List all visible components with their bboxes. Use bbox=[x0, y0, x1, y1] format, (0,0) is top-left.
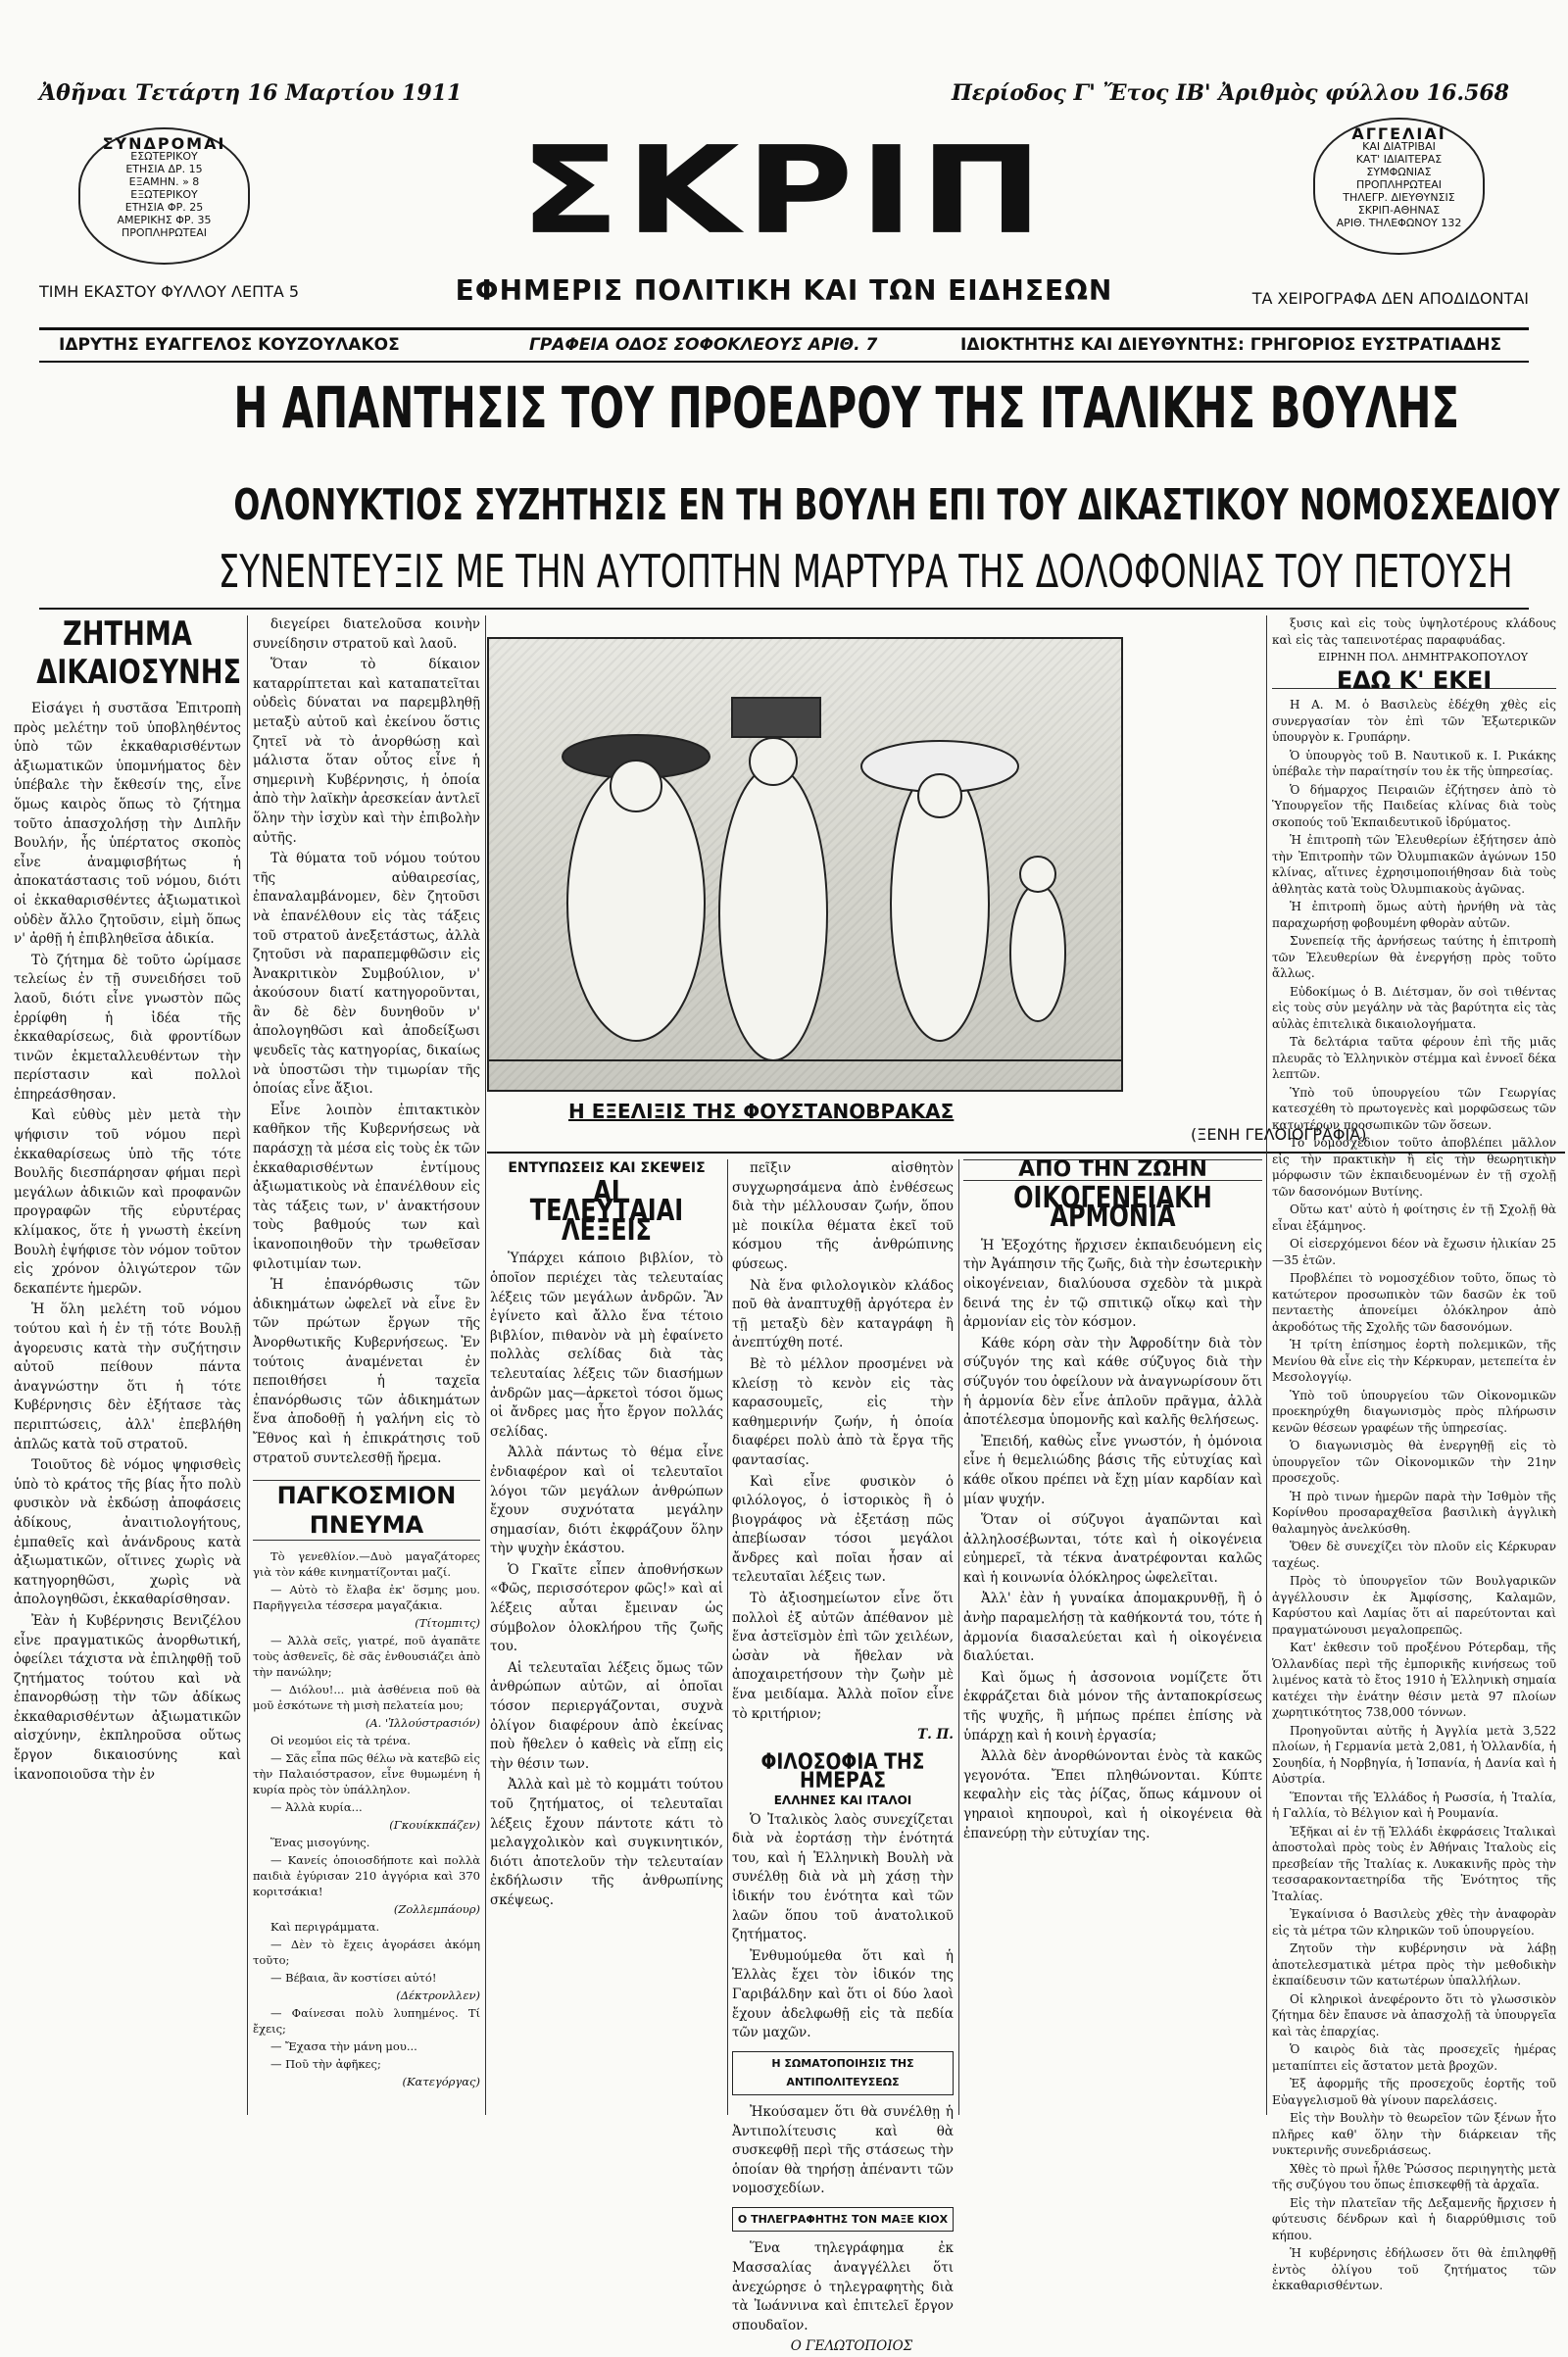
news-item: Ἡ ἐπιτροπὴ τῶν Ἐλευθερίων ἐξήτησεν ἀπὸ τὴν Ἐπιτροπὴν τῶν Ὀλυμπιακῶν ἀγώνων 150 κλίνας, αἵτινες ἐχρησιμοποιήθησαν διὰ τοὺς ἀθλητὰς κατὰ τοὺς Ὀλυμπιακοὺς ἀγῶνας. bbox=[1272, 833, 1556, 896]
paragraph: Ὅταν οἱ σύζυγοι ἀγαπῶνται καὶ ἀλληλοσέβωνται, τότε καὶ ἡ οἰκογένεια εὐημερεῖ, τὰ τέκνα ἀνατρέφονται καλῶς καὶ ἡ κοινωνία ὁλόκληρος ὠφελεῖται. bbox=[963, 1512, 1262, 1586]
paragraph: διεγείρει διατελοῦσα κοινὴν συνείδησιν στρατοῦ καὶ λαοῦ. bbox=[253, 616, 480, 652]
medallion-line: ΕΞΩΤΕΡΙΚΟΥ bbox=[130, 188, 198, 201]
owner: ΙΔΙΟΚΤΗΤΗΣ ΚΑΙ ΔΙΕΥΘΥΝΤΗΣ: ΓΡΗΓΟΡΙΟΣ ΕΥΣΤΡΑΤΙΑΔΗΣ bbox=[960, 335, 1502, 355]
cartoon-caption: Η ΕΞΕΛΙΞΙΣ ΤΗΣ ΦΟΥΣΤΑΝΟΒΡΑΚΑΣ bbox=[568, 1100, 955, 1123]
news-item: Ζητοῦν τὴν κυβέρνησιν νὰ λάβῃ ἀποτελεσματικὰ μέτρα πρὸς τὴν μεθοδικὴν ἐκπαίδευσιν τῶν κατωτέρων ὑπαλλήλων. bbox=[1272, 1941, 1556, 1988]
medallion-line: ΚΑΙ ΔΙΑΤΡΙΒΑΙ bbox=[1362, 140, 1436, 153]
news-item: Προηγοῦνται αὐτῆς ἡ Ἀγγλία μετὰ 3,522 πλοίων, ἡ Γερμανία μετὰ 2,081, ἡ Ὁλλανδία, ἡ Σουηδία, ἡ Νορβηγία, ἡ Ἱσπανία, ἡ Δανία καὶ ἡ Αὐστρία. bbox=[1272, 1723, 1556, 1786]
medallion-line: ΚΑΤ' ΙΔΙΑΙΤΕΡΑΣ bbox=[1355, 153, 1443, 166]
medallion-line: ΕΤΗΣΙΑ ΔΡ. 15 bbox=[125, 163, 203, 175]
news-item: Χθὲς τὸ πρωὶ ἦλθε Ῥώσσος περιηγητὴς μετὰ τῆς συζύγου του ὅπως ἐπισκεφθῇ τὰ ἀρχαῖα. bbox=[1272, 2161, 1556, 2191]
subscription-medallion bbox=[78, 127, 250, 265]
manuscripts-note: ΤΑ ΧΕΙΡΟΓΡΑΦΑ ΔΕΝ ΑΠΟΔΙΔΟΝΤΑΙ bbox=[1251, 289, 1529, 308]
joke-line: Ἕνας μισογύνης. bbox=[270, 1836, 370, 1850]
paragraph: Ἀλλὰ πάντως τὸ θέμα εἶνε ἐνδιαφέρον καὶ οἱ τελευταῖοι λόγοι τῶν μεγάλων ἀνθρώπων ἔχουν συχνότατα μεγάλην σημασίαν, διότι ἐκφράζουν ὅλην τὴν ψυχὴν ἑκάστου. bbox=[490, 1445, 723, 1557]
news-item: Ἡ κυβέρνησις ἐδήλωσεν ὅτι θὰ ἐπιληφθῇ ἐντὸς ὀλίγου τοῦ ζητήματος τῶν ἐκκαθαρισθέντων. bbox=[1272, 2246, 1556, 2292]
paragraph: Ἐνθυμούμεθα ὅτι καὶ ἡ Ἑλλὰς ἔχει τὸν ἰδικόν της Γαριβάλδην καὶ ὅτι οἱ δύο λαοὶ ἔχουν ἀδελφωθῇ εἰς τὰ πεδία τῶν μαχῶν. bbox=[732, 1947, 954, 2041]
section-title: ΑΠΟ ΤΗΝ ΖΩΗΝ bbox=[963, 1159, 1262, 1181]
joke-source: (Τίτομπιτς) bbox=[415, 1616, 480, 1631]
cartoon-illustration bbox=[487, 637, 1123, 1092]
medallion-line: ΕΞΑΜΗΝ. » 8 bbox=[128, 175, 200, 188]
paragraph: Ἡ ἐπανόρθωσις τῶν ἀδικημάτων ὠφελεῖ νὰ εἶνε ἓν τῶν πρώτων ἔργων τῆς Ἀνορθωτικῆς Κυβερνήσεως. Ἐν τούτοις ἀναμένεται ἐν πεποιθήσει ἡ ταχεῖα ἐπανόρθωσις τῶν ἀδικημάτων ἕνα ἀποδοθῇ ἡ γαλήνη εἰς τὸ Ἔθνος καὶ ἡ ἐπικράτησις τοῦ στρατοῦ συντελεσθῇ ἤρεμα. bbox=[253, 1277, 480, 1466]
third-headline: ΣΥΝΕΝΤΕΥΞΙΣ ΜΕ ΤΗΝ ΑΥΤΟΠΤΗΝ ΜΑΡΤΥΡΑ ΤΗΣ ΔΟΛΟΦΟΝΙΑΣ ΤΟΥ ΠΕΤΟΥΣΗ bbox=[218, 545, 1513, 598]
paragraph: πεῖξιν αἰσθητὸν συγχωρησάμενα ἀπὸ ἐνθέσεως διὰ τὴν μέλλουσαν ζωήν, ὅπου μὲ ποικίλα θέματα ἐκεῖ τοῦ κόσμου τῆς ἀνθρώπινης φύσεως. bbox=[732, 1160, 954, 1272]
news-item: Τὸ νομοσχέδιον τοῦτο ἀποβλέπει μᾶλλον εἰς τὴν πρακτικὴν ἢ εἰς τὴν θεωρητικὴν μόρφωσιν τῶν ἐκπαιδευομένων ἐν τῇ σχολῇ τῶν δασονόμων Βυτίνης. bbox=[1272, 1136, 1556, 1199]
masthead bbox=[39, 108, 1529, 323]
paragraph: Ὑπάρχει κάποιο βιβλίον, τὸ ὁποῖον περιέχει τὰς τελευταίας λέξεις τῶν μεγάλων ἀνδρῶν. Ἂν ἐγίνετο καὶ ἄλλο ἕνα τέτοιο βιβλίον, πιθανὸν νὰ μὴ ἐφαίνετο πολλὰς σελίδας διὰ τὰς τελευταίας λέξεις τῶν διασήμων ἀνδρῶν μας—ἀρκετοὶ τόσοι ὅμως οἱ ἄνδρες μας ἦτο ἔργον πολλάς σελίδας. bbox=[490, 1251, 723, 1440]
signature: Ο ΓΕΛΩΤΟΠΟΙΟΣ bbox=[790, 2338, 913, 2355]
news-item: Ὁ ὑπουργὸς τοῦ Β. Ναυτικοῦ κ. Ι. Ρικάκης ὑπέβαλε τὴν παραίτησίν του ἐκ τῆς ὑπηρεσίας. bbox=[1272, 748, 1556, 778]
news-item: Οὕτω κατ' αὐτὸ ἡ φοίτησις ἐν τῇ Σχολῇ θὰ εἶναι ἐξάμηνος. bbox=[1272, 1203, 1556, 1233]
divider bbox=[39, 608, 1529, 610]
news-item: Ἡ ἐπιτροπὴ ὅμως αὐτὴ ἠρνήθη νὰ τὰς παραχωρήσῃ φοβουμένη φθορὰν αὐτῶν. bbox=[1272, 900, 1556, 930]
joke-line: — Ποῦ τὴν ἀφῆκες; bbox=[270, 2057, 381, 2072]
medallion-title: ΣΥΝΔΡΟΜΑΙ bbox=[102, 134, 226, 153]
office-address: ΓΡΑΦΕΙΑ ΟΔΟΣ ΣΟΦΟΚΛΕΟΥΣ ΑΡΙΘ. 7 bbox=[529, 335, 878, 355]
medallion-line: ΣΚΡΙΠ-ΑΘΗΝΑΣ bbox=[1357, 204, 1441, 217]
news-item: Τὰ δελτάρια ταῦτα φέρουν ἐπὶ τῆς μιᾶς πλευρᾶς τὸ Ἑλληνικὸν στέμμα καὶ ἐννοεῖ δέκα λεπτῶν. bbox=[1272, 1035, 1556, 1081]
news-item: Οἱ εἰσερχόμενοι δέον νὰ ἔχωσιν ἡλικίαν 25—35 ἐτῶν. bbox=[1272, 1237, 1556, 1267]
article-continued bbox=[253, 615, 480, 2115]
article-continued bbox=[732, 1159, 954, 2355]
medallion-line: ΑΜΕΡΙΚΗΣ ΦΡ. 35 bbox=[117, 214, 212, 226]
news-item: Ἐξ ἀφορμῆς τῆς προσεχοῦς ἑορτῆς τοῦ Εὐαγγελισμοῦ θὰ γίνουν παρελάσεις. bbox=[1272, 2077, 1556, 2107]
box-heading: Η ΣΩΜΑΤΟΠΟΙΗΣΙΣ ΤΗΣ ΑΝΤΙΠΟΛΙΤΕΥΣΕΩΣ bbox=[732, 2051, 954, 2095]
paragraph: Ἕνα τηλεγράφημα ἐκ Μασσαλίας ἀναγγέλλει ὅτι ἀνεχώρησε ὁ τηλεγραφητὴς διὰ τὰ Ἰωάννινα καὶ ἐπιτελεῖ ἔργον σπουδαῖον. bbox=[732, 2240, 954, 2333]
news-item: Ὑπὸ τοῦ ὑπουργείου τῶν Οἰκονομικῶν προεκηρύχθη διαγωνισμὸς πρὸς πλήρωσιν κενῶν θέσεων γραφέων τῆς ὑπηρεσίας. bbox=[1272, 1388, 1556, 1435]
paragraph: Ἠκούσαμεν ὅτι θὰ συνέλθῃ ἡ Ἀντιπολίτευσις καὶ θὰ συσκεφθῇ περὶ τῆς στάσεως τὴν ὁποίαν θὰ τηρήσῃ ἀπέναντι τῶν νομοσχεδίων. bbox=[732, 2103, 954, 2197]
joke-line: Τὸ γενεθλίον.—Δυὸ μαγαζάτορες γιὰ τὸν κάθε κινηματίζονται μαζί. bbox=[253, 1549, 480, 1580]
joke-source: (Α. 'Ἱλλούστρασιόν) bbox=[365, 1716, 480, 1731]
medallion-line: ΑΡΙΘ. ΤΗΛΕΦΩΝΟΥ 132 bbox=[1336, 217, 1462, 229]
paragraph: Καὶ εὐθὺς μὲν μετὰ τὴν ψήφισιν τοῦ νόμου περὶ ἐκκαθαρίσεως ὑπὸ τῆς τότε Βουλῆς διεσπάρησαν φήμαι περὶ μεγάλων ἀδικιῶν καὶ προφανῶν προγραφῶν τῆς εὐρυτέρας κλίμακος, ὅτε ἡ γνωστὴ ἐκείνη Βουλὴ ἐψήφισε τὸν νόμον τοῦτον εἰς χρόνον ὀλιγώτερον τῶν δεκαπέντε ἡμερῶν. bbox=[14, 1107, 241, 1297]
news-item: Ὁ δήμαρχος Πειραιῶν ἐζήτησεν ἀπὸ τὸ Ὑπουργεῖον τῆς Παιδείας κλίνας διὰ τοὺς σκοπούς τοῦ Ἐκπαιδευτικοῦ ἰδρύματος. bbox=[1272, 782, 1556, 829]
column-rule bbox=[1266, 615, 1267, 2115]
column-rule bbox=[247, 615, 248, 2115]
paragraph: Ἐπειδή, καθὼς εἶνε γνωστόν, ἡ ὁμόνοια εἶνε ἡ θεμελιώδης βάσις τῆς εὐτυχίας καὶ κάθε οἴκου πρέπει νὰ ἔχῃ μίαν καρδίαν καὶ μίαν ψυχήν. bbox=[963, 1433, 1262, 1507]
news-item: Εἰς τὴν Βουλὴν τὸ θεωρεῖον τῶν ξένων ἦτο πλῆρες καθ' ὅλην τὴν διάρκειαν τῆς νυκτερινῆς συνεδριάσεως. bbox=[1272, 2111, 1556, 2157]
section-title: ΕΔΩ Κ' ΕΚΕΙ bbox=[1272, 672, 1556, 690]
medallion-line: ΠΡΟΠΛΗΡΩΤΕΑΙ bbox=[1355, 178, 1443, 191]
joke-line: — Βέβαια, ἂν κοστίσει αὐτό! bbox=[270, 1971, 437, 1986]
dateline bbox=[39, 80, 1529, 106]
dateline-left: Ἀθῆναι Τετάρτη 16 Μαρτίου 1911 bbox=[39, 80, 463, 106]
joke-source: (Δέκτρονλλεν) bbox=[396, 1989, 480, 2003]
column-rule bbox=[958, 1159, 959, 2115]
news-item: Προβλέπει τὸ νομοσχέδιον τοῦτο, ὅπως τὸ κατώτερον προσωπικὸν τῶν δασῶν ἐκ τοῦ πενταετὴς ἀπονείμει ὁλόκληρον ἀπὸ ἀκροδότως τῆς Σχολῆς τῶν δασονόμων. bbox=[1272, 1271, 1556, 1334]
section-kicker: ΕΛΛΗΝΕΣ ΚΑΙ ΙΤΑΛΟΙ bbox=[773, 1793, 912, 1807]
paragraph: Ἀλλὰ καὶ μὲ τὸ κομμάτι τούτου τοῦ ζητήματος, οἱ τελευταῖαι λέξεις ἔχουν πάντοτε κάτι τὸ μελαγχολικὸν καὶ συγκινητικόν, διότι ἀποτελοῦν τὴν τελευταίαν ἐκδήλωσιν τῆς ἀνθρωπίνης σκέψεως. bbox=[490, 1777, 723, 1908]
paragraph: Βὲ τὸ μέλλον προσμένει νὰ κλείσῃ τὸ κενὸν εἰς τὰς καρασουμεῖς, εἰς τὴν καθημερινήν ζωήν, ἡ ὁποία διαφέρει πολὺ ἀπὸ τὰ ἔργα τῆς φαντασίας. bbox=[732, 1355, 954, 1468]
paragraph: Εἰσάγει ἡ συστᾶσα Ἐπιτροπὴ πρὸς μελέτην τοῦ ὑποβληθέντος ὑπὸ τῶν ἐκκαθαρισθέντων ἀξιωματικῶν ὑπομνήματος δὲν ὑπέβαλε τὴν ἔκθεσίν της, εἶνε ὅμως καιρὸς ὅπως τὸ ζήτημα τοῦτο ἀπασχολήσῃ τὴν Διπλῆν Βουλήν, ἧς ὑπέρτατος σκοπὸς εἶνε ἀναμφισβήτως ἡ ἀποκατάστασις τοῦ νόμου, διότι οἱ ἐκκαθαρισθέντες ἀξιωματικοὶ οὐδὲν ἄλλο ζητοῦσιν, εἰμὴ ὅπως ν' ἀρθῇ ἡ ἐπιβληθεῖσα ἀδικία. bbox=[14, 701, 241, 948]
newspaper-logo: ΣΚΡΙΠ bbox=[519, 121, 1049, 262]
paragraph: Τὸ ἀξιοσημείωτον εἶνε ὅτι πολλοὶ ἐξ αὐτῶν ἀπέθανον μὲ ἕνα ἀστεϊσμὸν ἐπὶ τῶν χειλέων, ὡσὰν νὰ ἤθελαν νὰ ἀποχαιρετήσουν τὴν ζωὴν μὲ ἕνα μειδίαμα. Ἀλλὰ ποῖον εἶνε τὸ κριτήριον; bbox=[732, 1591, 954, 1722]
news-item: Πρὸς τὸ ὑπουργεῖον τῶν Βουλγαρικῶν ἀγγέλλουσιν ἐκ Ἀμφίσσης, Καλαμῶν, Καρύστου καὶ Λαμίας ὅτι αἱ παρεύτονται καὶ πραγματώνουσι μεγαλοπρεπῶς. bbox=[1272, 1574, 1556, 1637]
signature: Τ. Π. bbox=[917, 1727, 954, 1743]
news-item: Ἡ πρὸ τινων ἡμερῶν παρὰ τὴν Ἰσθμὸν τῆς Κορίνθου προσαραχθεῖσα βασιλικὴ ἀγγλικὴ θαλαμηγὸς ἀνελκύσθη. bbox=[1272, 1489, 1556, 1536]
news-item: Ὁ διαγωνισμὸς θὰ ἐνεργηθῇ εἰς τὸ ὑπουργεῖον τῶν Οἰκονομικῶν τὴν 21ην προσεχοῦς. bbox=[1272, 1439, 1556, 1485]
joke-source: (Κατεγόργας) bbox=[402, 2075, 480, 2089]
article-title: ΟΙΚΟΓΕΝΕΙΑΚΗ ΑΡΜΟΝΙΑ bbox=[1013, 1180, 1212, 1235]
joke-line: — Κανείς ὁποιοσδήποτε καὶ πολλὰ παιδιὰ ἐγύρισαν 210 ἀγγόρια καὶ 370 κοριτσάκια! bbox=[253, 1853, 480, 1899]
news-item: Οἱ κληρικοὶ ἀνεφέροντο ὅτι τὸ γλωσσικὸν ζήτημα δὲν ἔπαυσε νὰ ἀπασχολῇ τὰ ὑπουργεῖα καὶ τὰς ἐπαρχίας. bbox=[1272, 1991, 1556, 2038]
paragraph: Ἀλλ' ἐὰν ἡ γυναίκα ἀπομακρυνθῇ, ἢ ὁ ἀνὴρ παραμελήσῃ τὰ καθήκοντά του, τότε ἡ ἀρμονία διασαλεύεται καὶ ἡ οἰκογένεια διαλύεται. bbox=[963, 1591, 1262, 1665]
joke-line: — Αὐτὸ τὸ ἔλαβα ἐκ' ὅσμης μου. Παρῆγγειλα τέσσερα μαγαζάκια. bbox=[253, 1583, 480, 1613]
article-justice bbox=[14, 615, 241, 2115]
paragraph: Ἡ ὅλη μελέτη τοῦ νόμου τούτου καὶ ἡ ἐν τῇ τότε Βουλῇ ἀγορευσις κατὰ τὴν συζήτησιν αὐτοῦ πείθουν πάντα ἀναγνώστην ὅτι ἡ τότε Κυβέρνησις δὲν ἐξήτασε τὰς περιπτώσεις, ἀλλ' ἐπεβλήθη ἀπλῶς κατὰ τοῦ στρατοῦ. bbox=[14, 1301, 241, 1452]
divider bbox=[39, 327, 1529, 330]
joke-line: — Φαίνεσαι πολὺ λυπημένος. Τί ἔχεις; bbox=[253, 2006, 480, 2037]
paragraph: Τὰ θύματα τοῦ νόμου τούτου τῆς αὐθαιρεσίας, ἐπαναλαμβάνομεν, δὲν ζητοῦσι νὰ ἐπανέλθουν εἰς τὰς τάξεις τοῦ στρατοῦ ἀνεξετάστως, ἀλλὰ ζητοῦσι νὰ παραπεμφθῶσιν εἰς Ἀνακριτικὸν Συμβούλιον, ν' ἀκούσουν διατί κατηγοροῦνται, ἂν δὲ δὲν δυνηθοῦν ν' ἀπολογηθῶσι καὶ ἀποδείξωσι ψευδεῖς τὰς κατηγορίας, δικαίως νὰ ὑποστῶσι τὴν τιμωρίαν τῆς ὁποίας εἶνε ἄξιοι. bbox=[253, 851, 480, 1098]
column-rule bbox=[727, 1159, 728, 2115]
joke-line: Οἱ νεομύοι εἰς τὰ τρένα. bbox=[270, 1734, 411, 1748]
joke-line: — Ἀλλὰ σεῖς, γιατρέ, ποῦ ἀγαπᾶτε τοὺς ἀσθενεῖς, δὲ σᾶς ἐνθουσιάζει ἀπὸ τὴν πανώλην; bbox=[253, 1634, 480, 1680]
cartoon-drawing bbox=[489, 639, 1121, 1090]
paragraph: Εἶνε λοιπὸν ἐπιτακτικὸν καθῆκον τῆς Κυβερνήσεως νὰ παράσχῃ τὰ μέσα εἰς τοὺς ἐκ τῶν ἐκκαθαρισθέντων ἐντίμους ἀξιωματικοὺς νὰ ἐπανέλθουν εἰς τὰς τάξεις των, ν' ἀνακτήσουν τοὺς βαθμούς των καὶ ἱκανοποιηθοῦν τὴν τρωθεῖσαν φιλοτιμίαν των. bbox=[253, 1102, 480, 1272]
paragraph: Νὰ ἕνα φιλολογικὸν κλάδος ποῦ θὰ ἀναπτυχθῇ ἀργότερα ἐν τῇ μεταξὺ δὲν καταγράφη ἢ ἀνεπτύχθη ποτέ. bbox=[732, 1277, 954, 1351]
paragraph: Τοιοῦτος δὲ νόμος ψηφισθεὶς ὑπὸ τὸ κράτος τῆς βίας ἦτο πολὺ φυσικὸν νὰ ἐκδώσῃ ἀποφάσεις ἀδίκους, ἀναιτιολογήτους, ἐμπαθεῖς καὶ ἀνάνδρους κατὰ ἀξιωματικῶν, οἵτινες χωρὶς νὰ κατηγορηθῶσι, χωρὶς νὰ ἀπολογηθῶσι, ἐκκαθαρίσθησαν. bbox=[14, 1457, 241, 1608]
section-title: ΦΙΛΟΣΟΦΙΑ ΤΗΣ ΗΜΕΡΑΣ bbox=[760, 1749, 925, 1794]
joke-line: — Ἔχασα τὴν μάνη μου... bbox=[270, 2039, 417, 2054]
news-item: Ὑπὸ τοῦ ὑπουργείου τῶν Γεωργίας κατεσχέθη τὸ πρωτογενὲς καὶ μορφῶσεως τῶν κατωτέρων προσωπικῶν τῶν ὅσεων. bbox=[1272, 1085, 1556, 1132]
paragraph: Ἀλλὰ δὲν ἀνορθώνονται ἑνὸς τὰ κακῶς γεγονότα. Ἔπει πληθώνονται. Κύπτε κεφαλὴν εἰς τὰς ῥίζας, ὅπως κάμνουν οἱ γηραιοὶ κηπουροὶ, καὶ ἡ οἰκογένεια θὰ ἐπανεύρῃ τὴν εὐτυχίαν της. bbox=[963, 1748, 1262, 1841]
news-item: Ἐγκαίνισα ὁ Βασιλεὺς χθὲς τὴν ἀναφορὰν εἰς τὰ μέτρα τῶν κληρικῶν τοῦ ὑπουργείου. bbox=[1272, 1907, 1556, 1938]
article-title: ΑΙ ΤΕΛΕΥΤΑΙΑΙ ΛΕΞΕΙΣ bbox=[529, 1174, 684, 1248]
ads-medallion bbox=[1313, 118, 1485, 255]
medallion-line: ΤΗΛΕΓΡ. ΔΙΕΥΘΥΝΣΙΣ bbox=[1343, 191, 1455, 204]
news-item: Ἕπονται τῆς Ἑλλάδος ἡ Ρωσσία, ἡ Ἰταλία, ἡ Γαλλία, τὸ Βέλγιον καὶ ἡ Ρουμανία. bbox=[1272, 1790, 1556, 1820]
joke-line: — Σᾶς εἶπα πῶς θέλω νὰ κατεβῶ εἰς τὴν Παλαιόστρασον, εἶνε θυμωμένη ἡ κυρία πρὸς τὸν ὑπάλληλον. bbox=[253, 1751, 480, 1797]
paragraph: Καὶ ὅμως ἡ ἀσσονοια νομίζετε ὅτι ἐκφράζεται διὰ μόνον τῆς ἀνταποκρίσεως τῆς ψυχῆς, ἢ μήπως πρέπει ἐπίσης νὰ ὑπάρχῃ καὶ ἡ κοινὴ ἐργασία; bbox=[963, 1669, 1262, 1743]
joke-line: Καὶ περιγράμματα. bbox=[270, 1920, 380, 1935]
paragraph: Καὶ εἶνε φυσικὸν ὁ φιλόλογος, ὁ ἱστορικὸς ἢ ὁ βιογράφος νὰ ἐξετάσῃ πῶς ἀπεβίωσαν τόσοι μεγάλοι ἄνδρες καὶ ποῖαι ἦσαν αἱ τελευταῖαι λέξεις των. bbox=[732, 1473, 954, 1586]
section-kicker: ΕΝΤΥΠΩΣΕΙΣ ΚΑΙ ΣΚΕΨΕΙΣ bbox=[508, 1160, 706, 1176]
news-item: Εἰς τὴν πλατεῖαν τῆς Δεξαμενῆς ἤρχισεν ἡ φύτευσις δένδρων καὶ ἡ διαρρύθμισις τοῦ κήπου. bbox=[1272, 2195, 1556, 2242]
column-rule bbox=[485, 615, 486, 2115]
joke-line: — Διόλου!... μιὰ ἀσθένεια ποῦ θὰ μοῦ ἐσκότωνε τὴ μισὴ πελατεία μου; bbox=[253, 1683, 480, 1713]
divider bbox=[39, 361, 1529, 363]
cartoon-credit: (ΞΕΝΗ ΓΕΛΟΙΟΓΡΑΦΙΑ) bbox=[1191, 1125, 1367, 1144]
dateline-right: Περίοδος Γ' Ἔτος ΙΒ' Ἀριθμὸς φύλλου 16.568 bbox=[951, 80, 1509, 106]
article-family-harmony bbox=[963, 1159, 1262, 2115]
paragraph: Ὁ Ἰταλικὸς λαὸς συνεχίζεται διὰ νὰ ἐορτάσῃ τὴν ἑνότητά του, καὶ ἡ Ἑλληνικὴ Βουλὴ νὰ συνέλθῃ διὰ νὰ μὴ χάσῃ τὴν ἰδικήν του ἑνότητα καὶ τῶν λαῶν ὅπου τοῦ ἀνατολικοῦ ζητήματος. bbox=[732, 1811, 954, 1943]
news-item: Ὁ καιρὸς διὰ τὰς προσεχεῖς ἡμέρας μεταπίπτει εἰς ἄστατον μετὰ βροχῶν. bbox=[1272, 2042, 1556, 2073]
paragraph: Αἱ τελευταῖαι λέξεις ὅμως τῶν ἀνθρώπων αὐτῶν, αἱ ὁποῖαι τόσον περιεργάζονται, συχνὰ ὀλίγον διαφέρουν ἀπὸ ἐκείνας ποὺ ἤθελεν ὁ καθεὶς νὰ εἴπῃ εἰς τὴν θέσιν των. bbox=[490, 1659, 723, 1772]
news-briefs bbox=[1272, 615, 1556, 2292]
section-title: ΠΑΓΚΟΣΜΙΟΝ ΠΝΕΥΜΑ bbox=[253, 1480, 480, 1541]
paragraph: Ἡ Ἐξοχότης ἤρχισεν ἐκπαιδευόμενη εἰς τὴν Ἀγάπησιν τῆς ζωῆς, διὰ τὴν ἐσωτερικὴν οἰκογένειαν, διαλύουσα σχεδὸν τὰ μικρὰ δεινά της ἐν τῷ σπιτικῷ οἴκῳ καὶ τὴν ἀρμονίαν εἰς τὸν κόσμον. bbox=[963, 1237, 1262, 1331]
paragraph: Ὁ Γκαῖτε εἶπεν ἀποθνήσκων «Φῶς, περισσότερον φῶς!» καὶ αἱ λέξεις αὗται ἔμειναν ὡς σύμβολον ὁλοκλήρου τῆς ζωῆς του. bbox=[490, 1561, 723, 1655]
main-headline: Η ΑΠΑΝΤΗΣΙΣ ΤΟΥ ΠΡΟΕΔΡΟΥ ΤΗΣ ΙΤΑΛΙΚΗΣ ΒΟΥΛΗΣ bbox=[233, 374, 1459, 441]
jokes-list bbox=[253, 1548, 480, 2089]
paragraph: Κάθε κόρη σὰν τὴν Ἀφροδίτην διὰ τὸν σύζυγόν της καὶ κάθε σύζυγος διὰ τὴν σύζυγόν του ὀφείλουν νὰ ἀναγνωρίσουν ὅτι ἡ ἁρμονία δὲν εἶνε ἁπλοῦν πρᾶγμα, ἀλλὰ ἀποτέλεσμα ὑπομονῆς καὶ καλῆς θελήσεως. bbox=[963, 1335, 1262, 1429]
info-bar bbox=[39, 331, 1529, 361]
joke-source: (Ζολλεμπάουρ) bbox=[393, 1902, 480, 1917]
news-item: Κατ' ἐκθεσιν τοῦ προξένου Ρότερδαμ, τῆς Ὁλλανδίας περὶ τῆς ἐμπορικῆς κινήσεως τοῦ λιμένος κατὰ τὸ ἔτος 1910 ἡ Ἑλληνικὴ σημαία κατέχει τὴν ἐνάτην θέσιν μετὰ 97 πλοίων χωρητικότητος 738,000 τόννων. bbox=[1272, 1641, 1556, 1719]
article-title: ΔΙΚΑΙΟΣΥΝΗΣ bbox=[36, 653, 242, 692]
medallion-line: ΣΥΜΦΩΝΙΑΣ bbox=[1366, 166, 1432, 178]
paragraph: ξυσις καὶ εἰς τοὺς ὑψηλοτέρους κλάδους καὶ εἰς τὰς ταπεινοτέρας παραφυάδας. bbox=[1272, 616, 1556, 647]
second-headline: ΟΛΟΝΥΚΤΙΟΣ ΣΥΖΗΤΗΣΙΣ ΕΝ ΤΗ ΒΟΥΛΗ ΕΠΙ ΤΟΥ ΔΙΚΑΣΤΙΚΟΥ ΝΟΜΟΣΧΕΔΙΟΥ bbox=[233, 480, 1560, 530]
news-item: Ὅθεν δὲ συνεχίζει τὸν πλοῦν εἰς Κέρκυραν ταχέως. bbox=[1272, 1540, 1556, 1570]
author: ΕΙΡΗΝΗ ΠΟΛ. ΔΗΜΗΤΡΑΚΟΠΟΥΛΟΥ bbox=[1317, 651, 1529, 663]
news-item: Εὐδοκίμως ὁ Β. Διέτσμαν, ὅν σοὶ τιθέντας εἰς τοὺς σὐν μεγάλην νὰ τὰς βαρύτητα εἰς τὰς αὐλὰς ἐπιτελικὰ δικαιολογήματα. bbox=[1272, 984, 1556, 1031]
news-item: Ἐξῆκαι αἱ ἐν τῇ Ἑλλάδι ἐκφράσεις Ἰταλικαὶ ἀποστολαὶ πρὸς τοὺς ἐν Ἀθήναις Ἰταλοὺς εἰς πρεσβείαν τῆς Ἰταλίας κ. Λυκακινῆς πρὸς τὴν τεσσαρακονταετηρίδα τῆς Ἑνότητος τῆς Ἰταλίας. bbox=[1272, 1824, 1556, 1903]
paragraph: Ἐὰν ἡ Κυβέρνησις Βενιζέλου εἶνε πραγματικῶς ἀνορθωτική, ὀφείλει τάχιστα νὰ ἐπιληφθῇ τοῦ ζητήματος τούτου καὶ νὰ ἐπανορθώσῃ τὴν τῶν ἀδίκως ἐκκαθαρισθέντων ἀξιωματικῶν αἰσχύνην, ἐκπληροῦσα οὕτως ἔργον δικαιοσύνης καὶ ἱκανοποιοῦσα τὴν ἐν bbox=[14, 1612, 241, 1783]
box-heading: Ο ΤΗΛΕΓΡΑΦΗΤΗΣ ΤΟΝ ΜΑΞΕ ΚΙΟΧ bbox=[732, 2207, 954, 2233]
medallion-line: ΠΡΟΠΛΗΡΩΤΕΑΙ bbox=[121, 226, 208, 239]
news-item: Η Α. Μ. ὁ Βασιλεὺς ἐδέχθη χθὲς εἰς συνεργασίαν τὸν ἐπὶ τῶν Ἐξωτερικῶν ὑπουργὸν κ. Γρυπάρην. bbox=[1272, 698, 1556, 744]
paragraph: Τὸ ζήτημα δὲ τοῦτο ὡρίμασε τελείως ἐν τῇ συνειδήσει τοῦ λαοῦ, διότι εἶνε γνωστὸν πῶς ἐρρίφθη ἡ ἰδέα τῆς ἐκκαθαρίσεως, διὰ φροντίδων τινῶν ἐκμεταλλευθέντων τὴν περίστασιν καὶ πολλοὶ ἐπηρεάσθησαν. bbox=[14, 952, 241, 1103]
article-title: ΖΗΤΗΜΑ bbox=[63, 614, 192, 654]
price-note: ΤΙΜΗ ΕΚΑΣΤΟΥ ΦΥΛΛΟΥ ΛΕΠΤΑ 5 bbox=[39, 282, 300, 301]
article-last-words bbox=[490, 1159, 723, 2115]
joke-source: (Γκουίκκπάζεν) bbox=[389, 1818, 480, 1833]
joke-line: — Δὲν τὸ ἔχεις ἀγοράσει ἀκόμη τοῦτο; bbox=[253, 1938, 480, 1968]
medallion-line: ΕΣΩΤΕΡΙΚΟΥ bbox=[130, 150, 198, 163]
news-item: Συνεπείᾳ τῆς ἀρνήσεως ταύτης ἡ ἐπιτροπὴ τῶν Ἐλευθερίων θὰ ἐνεργήσῃ πρὸς τοῦτο ἄλλως. bbox=[1272, 934, 1556, 980]
joke-line: — Ἀλλὰ κυρία... bbox=[270, 1800, 363, 1815]
newspaper-subtitle: ΕΦΗΜΕΡΙΣ ΠΟΛΙΤΙΚΗ ΚΑΙ ΤΩΝ ΕΙΔΗΣΕΩΝ bbox=[455, 274, 1113, 307]
paragraph: Ὅταν τὸ δίκαιον καταρρίπτεται καὶ καταπατεῖται οὐδεὶς δύναται να παρεμβληθῇ μεταξὺ αὐτοῦ καὶ ἐκείνου ὅστις ζητεῖ νὰ τὸ ἀνορθώσῃ καὶ μάλιστα ὅταν οὗτος εἶνε ἡ σημερινὴ Κυβέρνησις, ἡ ὁποία ἀπὸ τὴν λαϊκὴν ἀρεσκείαν ἀντλεῖ ὅλην τὴν ἰσχὺν καὶ τὴν ἐπιβολὴν αὐτῆς. bbox=[253, 657, 480, 846]
medallion-line: ΕΤΗΣΙΑ ΦΡ. 25 bbox=[124, 201, 204, 214]
medallion-title: ΑΓΓΕΛΙΑΙ bbox=[1351, 124, 1446, 143]
founder: ΙΔΡΥΤΗΣ ΕΥΑΓΓΕΛΟΣ ΚΟΥΖΟΥΛΑΚΟΣ bbox=[59, 335, 400, 355]
news-item: Ἡ τρίτη ἐπίσημος ἑορτὴ πολεμικῶν, τῆς Μενίου θὰ εἶνε εἰς τὴν Κέρκυραν, μετεπείτα ἐν Μεσολογγίῳ. bbox=[1272, 1338, 1556, 1384]
